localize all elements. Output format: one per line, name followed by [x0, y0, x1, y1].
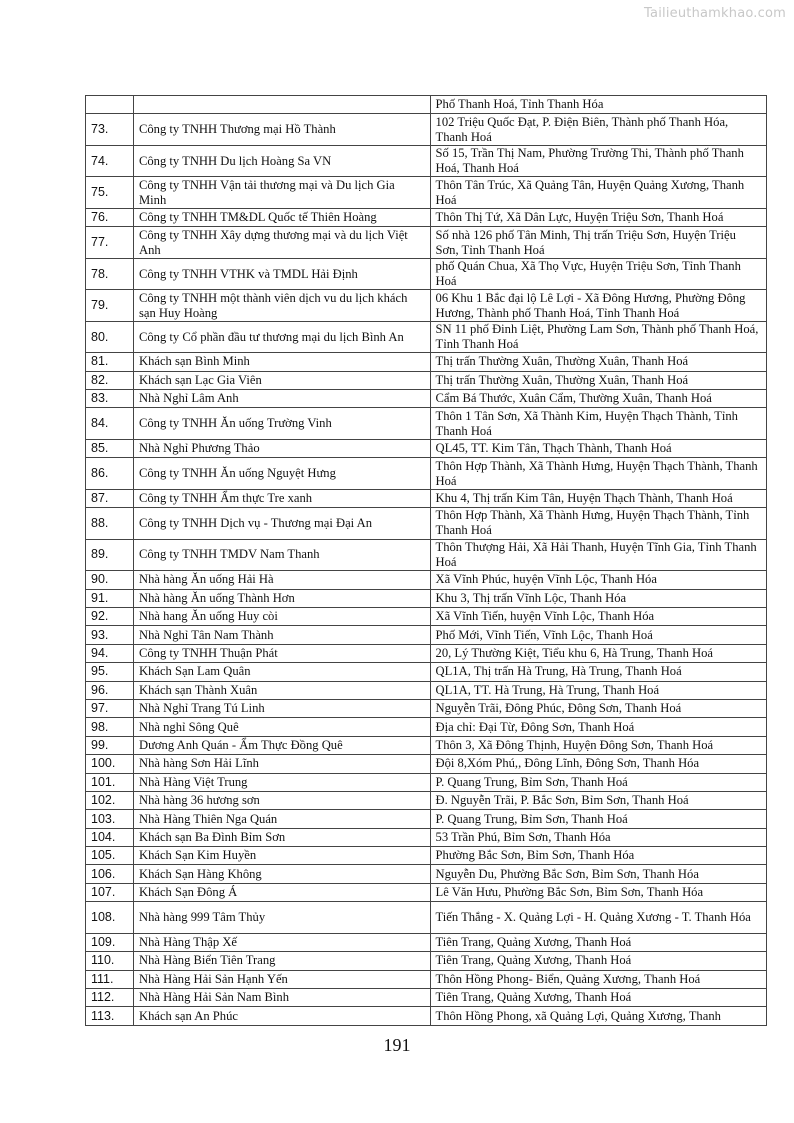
table-row	[86, 608, 767, 626]
table-row	[86, 644, 767, 662]
address-cell: 53 Trần Phú, Bỉm Sơn, Thanh Hóa	[430, 828, 766, 846]
row-number-cell: 89.	[86, 539, 134, 571]
row-number-cell: 82.	[86, 371, 134, 389]
address-cell: 06 Khu 1 Bắc đại lộ Lê Lợi - Xã Đông Hương, Phường Đông Hương, Thành phố Thanh Hoá, Tỉnh Thanh Hoá	[430, 290, 766, 322]
address-cell: Khu 3, Thị trấn Vĩnh Lộc, Thanh Hóa	[430, 589, 766, 607]
row-number-cell: 83.	[86, 390, 134, 408]
address-cell: Đội 8,Xóm Phú,, Đông Lĩnh, Đông Sơn, Thanh Hóa	[430, 755, 766, 773]
address-cell: 102 Triệu Quốc Đạt, P. Điện Biên, Thành phố Thanh Hóa, Thanh Hoá	[430, 114, 766, 146]
row-number-cell: 110.	[86, 952, 134, 970]
business-name-cell: Nhà Hàng Thập Xế	[133, 933, 430, 951]
row-number-cell: 104.	[86, 828, 134, 846]
address-cell: Đ. Nguyễn Trãi, P. Bắc Sơn, Bỉm Sơn, Thanh Hoá	[430, 791, 766, 809]
address-cell: Thôn Hồng Phong, xã Quảng Lợi, Quảng Xương, Thanh	[430, 1007, 766, 1025]
table-row	[86, 458, 767, 490]
row-number-cell: 97.	[86, 699, 134, 717]
business-name-cell: Nhà Hàng Hải Sản Nam Bình	[133, 988, 430, 1006]
business-name-cell: Công ty TNHH VTHK và TMDL Hải Định	[133, 258, 430, 290]
business-name-cell: Công ty TNHH Xây dựng thương mại và du lịch Việt Anh	[133, 227, 430, 259]
business-name-cell: Nhà hàng Ăn uống Hải Hà	[133, 571, 430, 589]
business-name-cell: Công ty TNHH Thuận Phát	[133, 644, 430, 662]
business-name-cell: Khách Sạn Hàng Không	[133, 865, 430, 883]
business-name-cell: Công ty TNHH Ẩm thực Tre xanh	[133, 489, 430, 507]
watermark: Tailieuthamkhao.com	[644, 6, 786, 21]
row-number-cell: 92.	[86, 608, 134, 626]
business-name-cell: Công ty TNHH Ăn uống Trường Vinh	[133, 408, 430, 440]
business-name-cell: Khách sạn An Phúc	[133, 1007, 430, 1025]
table-row	[86, 290, 767, 322]
row-number-cell: 74.	[86, 145, 134, 177]
address-cell: Tiên Trang, Quảng Xương, Thanh Hoá	[430, 933, 766, 951]
business-name-cell: Nhà Nghỉ Phương Thảo	[133, 439, 430, 457]
table-row	[86, 988, 767, 1006]
page-number: 191	[383, 1035, 411, 1055]
business-name-cell: Nhà Hàng Thiên Nga Quán	[133, 810, 430, 828]
table-row	[86, 773, 767, 791]
address-cell: Nguyễn Trãi, Đông Phúc, Đông Sơn, Thanh Hoá	[430, 699, 766, 717]
business-name-cell: Nhà hàng Ăn uống Thành Hơn	[133, 589, 430, 607]
address-cell: Tiên Trang, Quảng Xương, Thanh Hoá	[430, 988, 766, 1006]
table-row	[86, 145, 767, 177]
address-cell: Thôn 3, Xã Đông Thịnh, Huyện Đông Sơn, Thanh Hoá	[430, 736, 766, 754]
table-row	[86, 626, 767, 644]
address-cell: P. Quang Trung, Bỉm Sơn, Thanh Hoá	[430, 773, 766, 791]
row-number-cell: 102.	[86, 791, 134, 809]
address-cell: Địa chỉ: Đại Từ, Đông Sơn, Thanh Hoá	[430, 718, 766, 736]
table-row	[86, 371, 767, 389]
address-cell: Cẩm Bá Thước, Xuân Cẩm, Thường Xuân, Thanh Hoá	[430, 390, 766, 408]
row-number-cell: 85.	[86, 439, 134, 457]
row-number-cell: 103.	[86, 810, 134, 828]
row-number-cell: 94.	[86, 644, 134, 662]
address-cell: QL1A, Thị trấn Hà Trung, Hà Trung, Thanh Hoá	[430, 663, 766, 681]
business-name-cell: Công ty TNHH Thương mại Hồ Thành	[133, 114, 430, 146]
row-number-cell: 81.	[86, 353, 134, 371]
row-number-cell: 112.	[86, 988, 134, 1006]
row-number-cell: 78.	[86, 258, 134, 290]
business-name-cell: Nhà Hàng Biển Tiên Trang	[133, 952, 430, 970]
business-name-cell: Công ty TNHH Vận tải thương mại và Du lịch Gia Minh	[133, 177, 430, 209]
business-list-table	[85, 95, 767, 1026]
row-number-cell: 111.	[86, 970, 134, 988]
business-name-cell: Nhà hàng 36 hương sơn	[133, 791, 430, 809]
address-cell: Thị trấn Thường Xuân, Thường Xuân, Thanh Hoá	[430, 353, 766, 371]
table-row	[86, 718, 767, 736]
business-name-cell: Khách Sạn Đông Á	[133, 883, 430, 901]
business-name-cell: Khách sạn Bình Minh	[133, 353, 430, 371]
address-cell: Khu 4, Thị trấn Kim Tân, Huyện Thạch Thành, Thanh Hoá	[430, 489, 766, 507]
business-name-cell: Công ty TNHH Ăn uống Nguyệt Hưng	[133, 458, 430, 490]
address-cell: Phố Mới, Vĩnh Tiến, Vĩnh Lộc, Thanh Hoá	[430, 626, 766, 644]
table-row	[86, 952, 767, 970]
address-cell: P. Quang Trung, Bỉm Sơn, Thanh Hoá	[430, 810, 766, 828]
address-cell: SN 11 phố Đinh Liệt, Phường Lam Sơn, Thành phố Thanh Hoá, Tỉnh Thanh Hoá	[430, 321, 766, 353]
address-cell: QL45, TT. Kim Tân, Thạch Thành, Thanh Hoá	[430, 439, 766, 457]
table-row	[86, 258, 767, 290]
business-name-cell: Khách sạn Lạc Gia Viên	[133, 371, 430, 389]
table-row	[86, 96, 767, 114]
business-name-cell: Nhà Hàng Việt Trung	[133, 773, 430, 791]
row-number-cell: 84.	[86, 408, 134, 440]
business-name-cell: Công ty TNHH TMDV Nam Thanh	[133, 539, 430, 571]
address-cell: Thôn Thị Tứ, Xã Dân Lực, Huyện Triệu Sơn, Thanh Hoá	[430, 208, 766, 226]
address-cell: QL1A, TT. Hà Trung, Hà Trung, Thanh Hoá	[430, 681, 766, 699]
row-number-cell: 95.	[86, 663, 134, 681]
business-name-cell: Nhà Nghỉ Trang Tú Linh	[133, 699, 430, 717]
table-row	[86, 353, 767, 371]
row-number-cell: 86.	[86, 458, 134, 490]
row-number-cell: 105.	[86, 847, 134, 865]
table-row	[86, 865, 767, 883]
row-number-cell: 87.	[86, 489, 134, 507]
table-row	[86, 681, 767, 699]
business-name-cell: Khách Sạn Lam Quân	[133, 663, 430, 681]
table-row	[86, 810, 767, 828]
business-name-cell: Nhà hàng 999 Tâm Thủy	[133, 902, 430, 934]
table-row	[86, 589, 767, 607]
business-name-cell: Nhà nghỉ Sông Quê	[133, 718, 430, 736]
address-cell: Thôn Thượng Hải, Xã Hải Thanh, Huyện Tĩnh Gia, Tỉnh Thanh Hoá	[430, 539, 766, 571]
row-number-cell: 91.	[86, 589, 134, 607]
address-cell: Thôn 1 Tân Sơn, Xã Thành Kim, Huyện Thạch Thành, Tỉnh Thanh Hoá	[430, 408, 766, 440]
business-name-cell: Nhà Nghỉ Lâm Anh	[133, 390, 430, 408]
business-name-cell: Công ty TNHH TM&DL Quốc tế Thiên Hoàng	[133, 208, 430, 226]
address-cell: phố Quán Chua, Xã Thọ Vực, Huyện Triệu Sơn, Tỉnh Thanh Hoá	[430, 258, 766, 290]
table-row	[86, 902, 767, 934]
table-row	[86, 933, 767, 951]
table-row	[86, 791, 767, 809]
row-number-cell: 107.	[86, 883, 134, 901]
business-name-cell: Khách Sạn Kim Huyền	[133, 847, 430, 865]
address-cell: Xã Vĩnh Tiến, huyện Vĩnh Lộc, Thanh Hóa	[430, 608, 766, 626]
table-row	[86, 227, 767, 259]
row-number-cell: 73.	[86, 114, 134, 146]
table-row	[86, 883, 767, 901]
row-number-cell: 109.	[86, 933, 134, 951]
table-row	[86, 847, 767, 865]
row-number-cell: 88.	[86, 508, 134, 540]
business-name-cell: Công ty TNHH Du lịch Hoàng Sa VN	[133, 145, 430, 177]
business-name-cell: Công ty Cổ phần đầu tư thương mại du lịch Bình An	[133, 321, 430, 353]
business-name-cell: Dương Anh Quán - Ẩm Thực Đồng Quê	[133, 736, 430, 754]
business-name-cell: Công ty TNHH Dịch vụ - Thương mại Đại An	[133, 508, 430, 540]
table-row	[86, 508, 767, 540]
address-cell: Thôn Hợp Thành, Xã Thành Hưng, Huyện Thạch Thành, Thanh Hoá	[430, 458, 766, 490]
address-cell: Phường Bắc Sơn, Bỉm Sơn, Thanh Hóa	[430, 847, 766, 865]
row-number-cell: 99.	[86, 736, 134, 754]
row-number-cell: 106.	[86, 865, 134, 883]
address-cell: Phố Thanh Hoá, Tỉnh Thanh Hóa	[430, 96, 766, 114]
address-cell: Thôn Tân Trúc, Xã Quảng Tân, Huyện Quảng Xương, Thanh Hoá	[430, 177, 766, 209]
address-cell: Tiến Thắng - X. Quảng Lợi - H. Quảng Xương - T. Thanh Hóa	[430, 902, 766, 934]
table-row	[86, 208, 767, 226]
row-number-cell: 79.	[86, 290, 134, 322]
address-cell: Số nhà 126 phố Tân Minh, Thị trấn Triệu Sơn, Huyện Triệu Sơn, Tỉnh Thanh Hoá	[430, 227, 766, 259]
row-number-cell: 100.	[86, 755, 134, 773]
address-cell: Thị trấn Thường Xuân, Thường Xuân, Thanh Hoá	[430, 371, 766, 389]
row-number-cell: 101.	[86, 773, 134, 791]
row-number-cell: 108.	[86, 902, 134, 934]
address-cell: Tiên Trang, Quảng Xương, Thanh Hoá	[430, 952, 766, 970]
table-row	[86, 439, 767, 457]
table-row	[86, 539, 767, 571]
table-row	[86, 1007, 767, 1025]
table-row	[86, 114, 767, 146]
row-number-cell: 98.	[86, 718, 134, 736]
address-cell: 20, Lý Thường Kiệt, Tiểu khu 6, Hà Trung, Thanh Hoá	[430, 644, 766, 662]
table-row	[86, 571, 767, 589]
row-number-cell: 75.	[86, 177, 134, 209]
row-number-cell: 96.	[86, 681, 134, 699]
business-name-cell: Khách sạn Ba Đình Bỉm Sơn	[133, 828, 430, 846]
address-cell: Thôn Hồng Phong- Biển, Quảng Xương, Thanh Hoá	[430, 970, 766, 988]
table-row	[86, 489, 767, 507]
business-name-cell: Công ty TNHH một thành viên dịch vu du lịch khách sạn Huy Hoàng	[133, 290, 430, 322]
table-row	[86, 663, 767, 681]
table-row	[86, 828, 767, 846]
business-name-cell: Nhà Hàng Hải Sản Hạnh Yến	[133, 970, 430, 988]
address-cell: Thôn Hợp Thành, Xã Thành Hưng, Huyện Thạch Thành, Tỉnh Thanh Hoá	[430, 508, 766, 540]
table-row	[86, 755, 767, 773]
business-name-cell: Nhà hàng Sơn Hải Lĩnh	[133, 755, 430, 773]
row-number-cell: 93.	[86, 626, 134, 644]
address-cell: Lê Văn Hưu, Phường Bắc Sơn, Bỉm Sơn, Thanh Hóa	[430, 883, 766, 901]
row-number-cell: 80.	[86, 321, 134, 353]
table-row	[86, 736, 767, 754]
business-name-cell	[133, 96, 430, 114]
table-row	[86, 699, 767, 717]
table-row	[86, 970, 767, 988]
row-number-cell: 90.	[86, 571, 134, 589]
row-number-cell: 76.	[86, 208, 134, 226]
row-number-cell: 77.	[86, 227, 134, 259]
table-row	[86, 321, 767, 353]
table-body	[86, 96, 767, 1026]
business-name-cell: Khách sạn Thành Xuân	[133, 681, 430, 699]
business-name-cell: Nhà Nghỉ Tân Nam Thành	[133, 626, 430, 644]
table-row	[86, 408, 767, 440]
row-number-cell	[86, 96, 134, 114]
table-row	[86, 390, 767, 408]
row-number-cell: 113.	[86, 1007, 134, 1025]
address-cell: Xã Vĩnh Phúc, huyện Vĩnh Lộc, Thanh Hóa	[430, 571, 766, 589]
business-name-cell: Nhà hang Ăn uống Huy còi	[133, 608, 430, 626]
table-row	[86, 177, 767, 209]
address-cell: Nguyễn Du, Phường Bắc Sơn, Bỉm Sơn, Thanh Hóa	[430, 865, 766, 883]
address-cell: Số 15, Trần Thị Nam, Phường Trường Thi, Thành phố Thanh Hoá, Thanh Hoá	[430, 145, 766, 177]
